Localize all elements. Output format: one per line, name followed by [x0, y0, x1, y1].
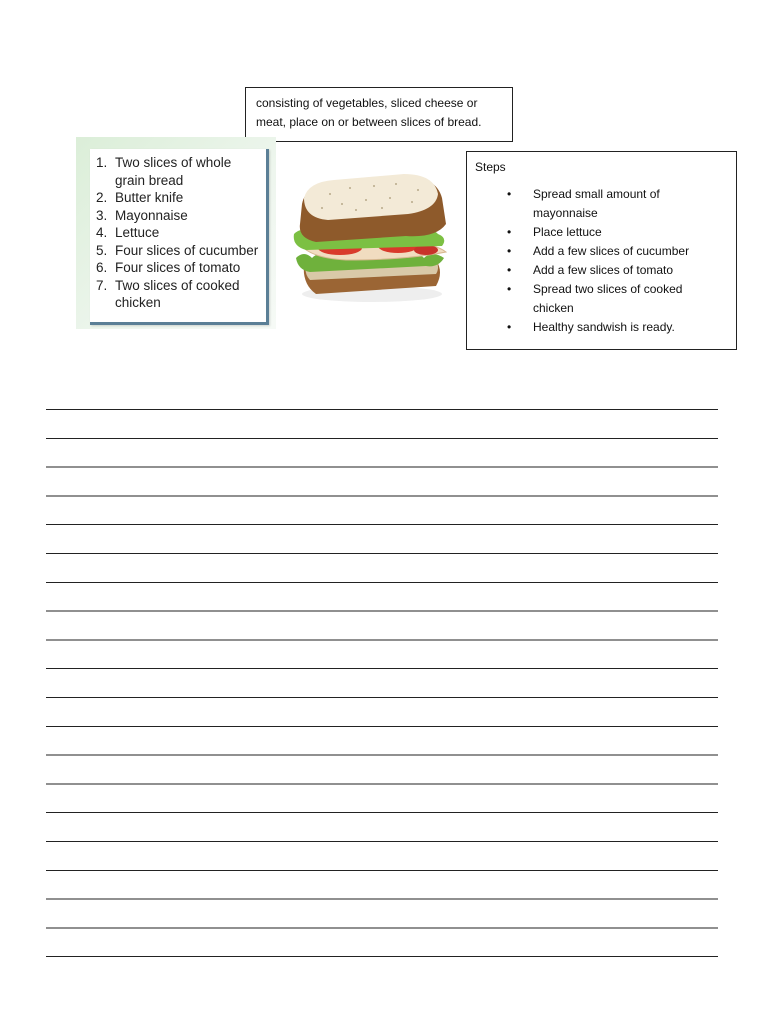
step-text: Spread small amount of mayonnaise — [533, 187, 660, 220]
bullet-icon: • — [507, 187, 512, 201]
ingredients-list — [90, 149, 266, 312]
step-item — [507, 223, 703, 242]
ingredient-item — [96, 259, 266, 277]
step-item — [507, 242, 703, 261]
definition-line-2: meat, place on or between slices of bread. — [256, 115, 482, 129]
step-text: Add a few slices of tomato — [533, 263, 674, 277]
step-text: Spread two slices of cooked chicken — [533, 282, 683, 315]
step-item — [507, 280, 703, 318]
step-text: Place lettuce — [533, 225, 602, 239]
bullet-icon: • — [507, 263, 512, 277]
ingredient-item — [96, 207, 266, 225]
ingredient-number: 5. — [96, 242, 108, 258]
step-text: Add a few slices of cucumber — [533, 244, 690, 258]
ingredient-number: 6. — [96, 260, 108, 275]
ingredient-item — [96, 277, 266, 312]
ingredient-item — [96, 154, 266, 189]
bullet-icon: • — [507, 244, 512, 258]
ingredient-text: Mayonnaise — [115, 207, 188, 223]
ingredient-item — [96, 242, 266, 260]
ingredient-number: 7. — [96, 277, 108, 293]
ingredient-number: 2. — [96, 190, 108, 205]
ingredient-number: 4. — [96, 225, 108, 240]
ingredients-card — [76, 137, 276, 329]
steps-title: Steps — [475, 160, 506, 174]
ingredient-text: Four slices of cucumber — [115, 242, 259, 258]
step-item — [507, 261, 703, 280]
bullet-icon: • — [507, 320, 512, 334]
steps-list — [475, 185, 728, 337]
step-text: Healthy sandwish is ready. — [533, 320, 675, 334]
step-item — [507, 185, 703, 223]
ingredient-item — [96, 224, 266, 242]
ingredient-item — [96, 189, 266, 207]
bullet-icon: • — [507, 225, 512, 239]
steps-box — [466, 151, 737, 350]
writing-lines[interactable] — [46, 399, 718, 969]
step-item — [507, 318, 703, 337]
bullet-icon: • — [507, 282, 512, 296]
ingredient-text: Two slices of whole grain bread — [115, 155, 232, 188]
definition-line-1: consisting of vegetables, sliced cheese or — [256, 96, 478, 110]
ingredient-text: Four slices of tomato — [115, 260, 241, 275]
ingredient-text: Two slices of cooked chicken — [115, 277, 240, 310]
ingredients-panel — [90, 149, 269, 325]
ingredient-text: Butter knife — [115, 190, 184, 205]
ingredient-text: Lettuce — [115, 225, 160, 240]
ingredient-number: 3. — [96, 207, 108, 223]
definition-box — [245, 87, 513, 142]
ingredient-number: 1. — [96, 155, 108, 170]
sandwich-illustration — [286, 168, 458, 310]
